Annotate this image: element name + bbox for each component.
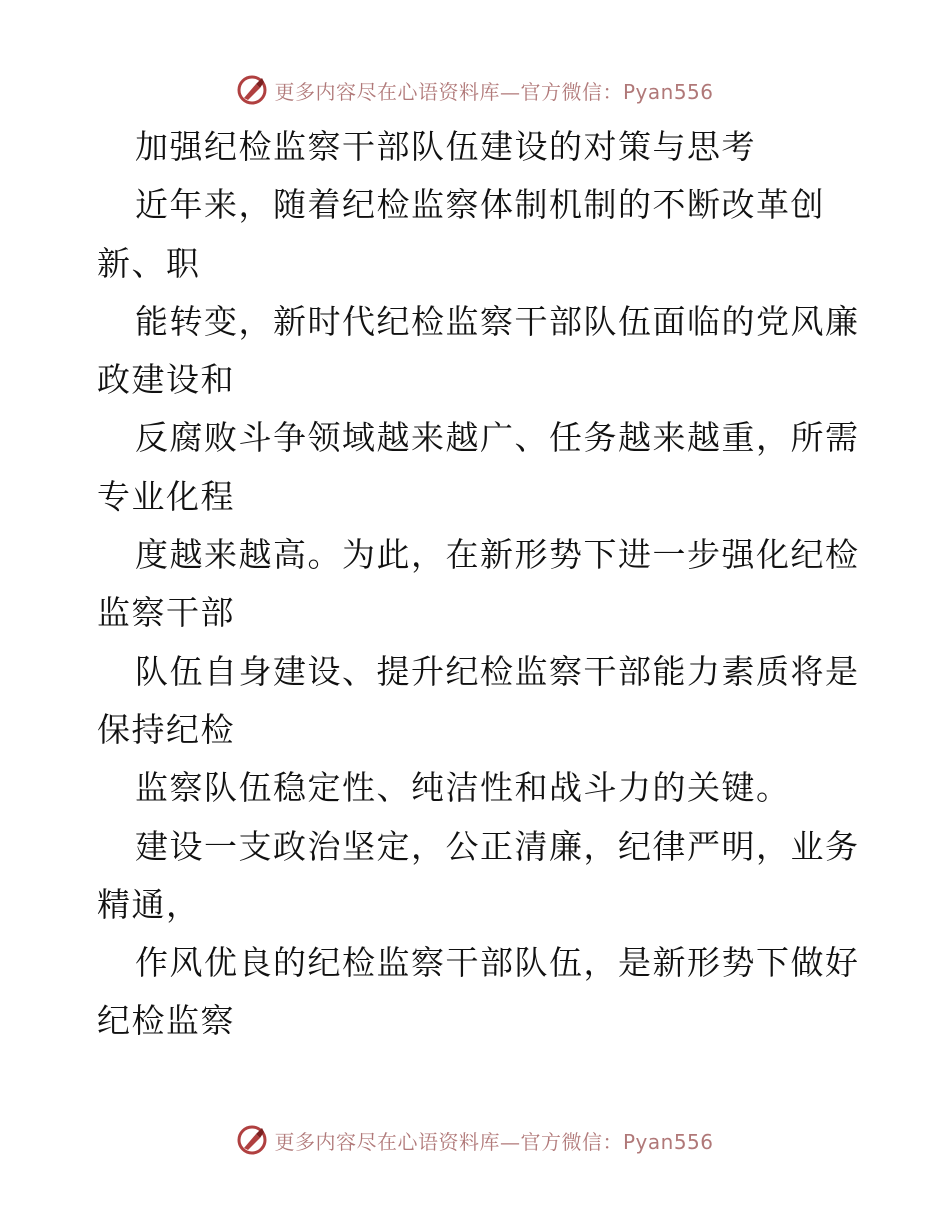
text-line: 精通， xyxy=(97,884,201,924)
pen-nib-logo-icon xyxy=(236,74,268,106)
text-line: 新、职 xyxy=(97,243,201,283)
text-line: 能转变，新时代纪检监察干部队伍面临的党风廉 xyxy=(135,301,860,341)
watermark-text: 更多内容尽在心语资料库—官方微信：Pyan556 xyxy=(274,79,714,104)
text-line: 反腐败斗争领域越来越广、任务越来越重，所需 xyxy=(135,418,860,458)
text-line: 政建设和 xyxy=(97,360,235,400)
text-line: 监察干部 xyxy=(97,593,235,633)
text-line: 建设一支政治坚定，公正清廉，纪律严明，业务 xyxy=(135,826,860,866)
text-line: 保持纪检 xyxy=(97,709,235,749)
text-line: 监察队伍稳定性、纯洁性和战斗力的关键。 xyxy=(135,768,791,808)
pen-nib-logo-icon xyxy=(236,1124,268,1156)
footer-watermark xyxy=(0,1120,950,1160)
text-line: 近年来，随着纪检监察体制机制的不断改革创 xyxy=(135,185,825,225)
text-line: 纪检监察 xyxy=(97,1001,235,1041)
header-watermark xyxy=(0,70,950,110)
text-line: 度越来越高。为此，在新形势下进一步强化纪检 xyxy=(135,535,860,575)
watermark-text: 更多内容尽在心语资料库—官方微信：Pyan556 xyxy=(274,1129,714,1154)
text-line: 作风优良的纪检监察干部队伍，是新形势下做好 xyxy=(135,943,860,983)
document-body xyxy=(97,118,860,1051)
text-line: 加强纪检监察干部队伍建设的对策与思考 xyxy=(135,127,756,166)
text-line: 队伍自身建设、提升纪检监察干部能力素质将是 xyxy=(135,651,860,691)
text-line: 专业化程 xyxy=(97,476,235,516)
